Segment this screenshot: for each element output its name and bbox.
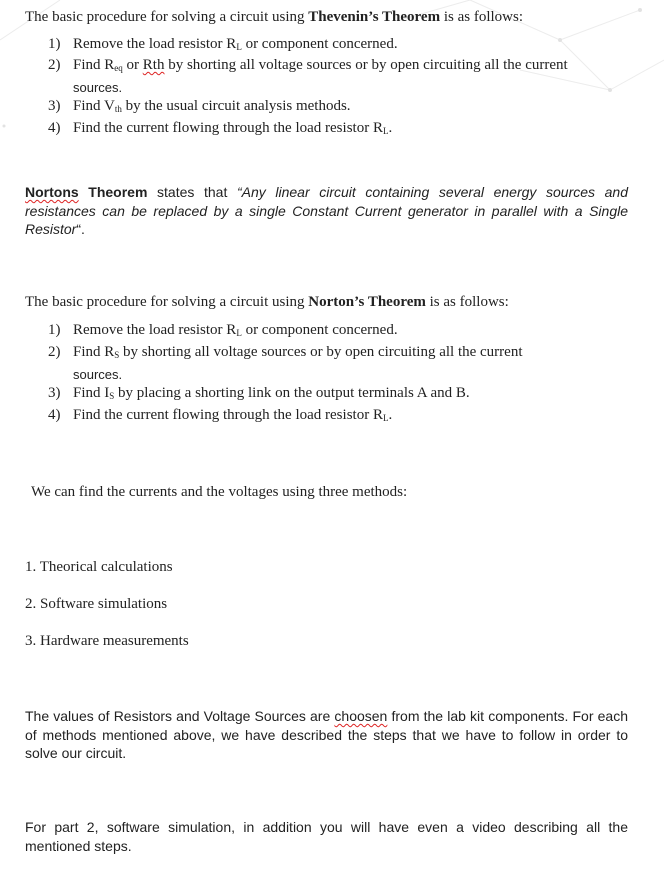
thevenin-step-2: Find $R_{eq}$ or Rth by shorting all voltage sources or by open circuiting all the current [73, 57, 568, 73]
norton-step-3: Find $I_S$ by placing a shorting link on the output terminals A and B. [73, 385, 470, 401]
method-item-3: 3. Hardware measurements [25, 633, 189, 649]
norton-step-4: Find the current flowing through the load resistor $R_L$. [73, 407, 393, 423]
norton-step-1-number: 1) [48, 322, 61, 338]
norton-intro: The basic procedure for solving a circuit using Norton’s Theorem is as follows: [25, 294, 509, 310]
method-item-2: 2. Software simulations [25, 596, 168, 612]
norton-theorem-label: Norton’s Theorem [308, 294, 426, 310]
norton-definition-paragraph: Nortons Theorem states that “Any linear circuit containing several energy sources and resistances can be replaced by a single Constant Current generator in parallel with a Single Resistor“. [25, 184, 628, 237]
thevenin-step-3: Find $V_{th}$ by the usual circuit analysis methods. [73, 98, 351, 114]
norton-step-2-continuation: sources. [73, 367, 123, 382]
thevenin-step-1: Remove the load resistor $R_L$ or component concerned. [73, 36, 398, 52]
method-item-1: 1. Theorical calculations [25, 559, 173, 575]
part2-paragraph: For part 2, software simulation, in addition you will have even a video describing all the mentioned steps. [25, 819, 628, 854]
thevenin-theorem-label: Thevenin’s Theorem [308, 9, 441, 25]
thevenin-intro: The basic procedure for solving a circuit using Thevenin’s Theorem is as follows: [25, 9, 523, 25]
thevenin-step-4: Find the current flowing through the load resistor $R_L$. [73, 120, 393, 136]
spelling-flag: Nortons [25, 184, 79, 200]
spelling-flag: Rth [142, 57, 165, 73]
thevenin-step-4-number: 4) [48, 120, 61, 136]
norton-step-4-number: 4) [48, 407, 61, 423]
norton-step-1: Remove the load resistor $R_L$ or component concerned. [73, 322, 398, 338]
spelling-flag: choosen [334, 708, 388, 724]
thevenin-step-2-number: 2) [48, 57, 61, 73]
methods-intro: We can find the currents and the voltages using three methods: [31, 484, 408, 500]
thevenin-step-1-number: 1) [48, 36, 61, 52]
norton-step-2-number: 2) [48, 344, 61, 360]
values-paragraph: The values of Resistors and Voltage Sources are choosen from the lab kit components. For each of methods mentioned above, we have described the steps that we have to follow in order to solve our circuit. [25, 708, 628, 761]
norton-step-3-number: 3) [48, 385, 61, 401]
thevenin-step-2-continuation: sources. [73, 80, 123, 95]
thevenin-step-3-number: 3) [48, 98, 61, 114]
norton-step-2: Find $R_S$ by shorting all voltage sources or by open circuiting all the current [73, 344, 523, 360]
